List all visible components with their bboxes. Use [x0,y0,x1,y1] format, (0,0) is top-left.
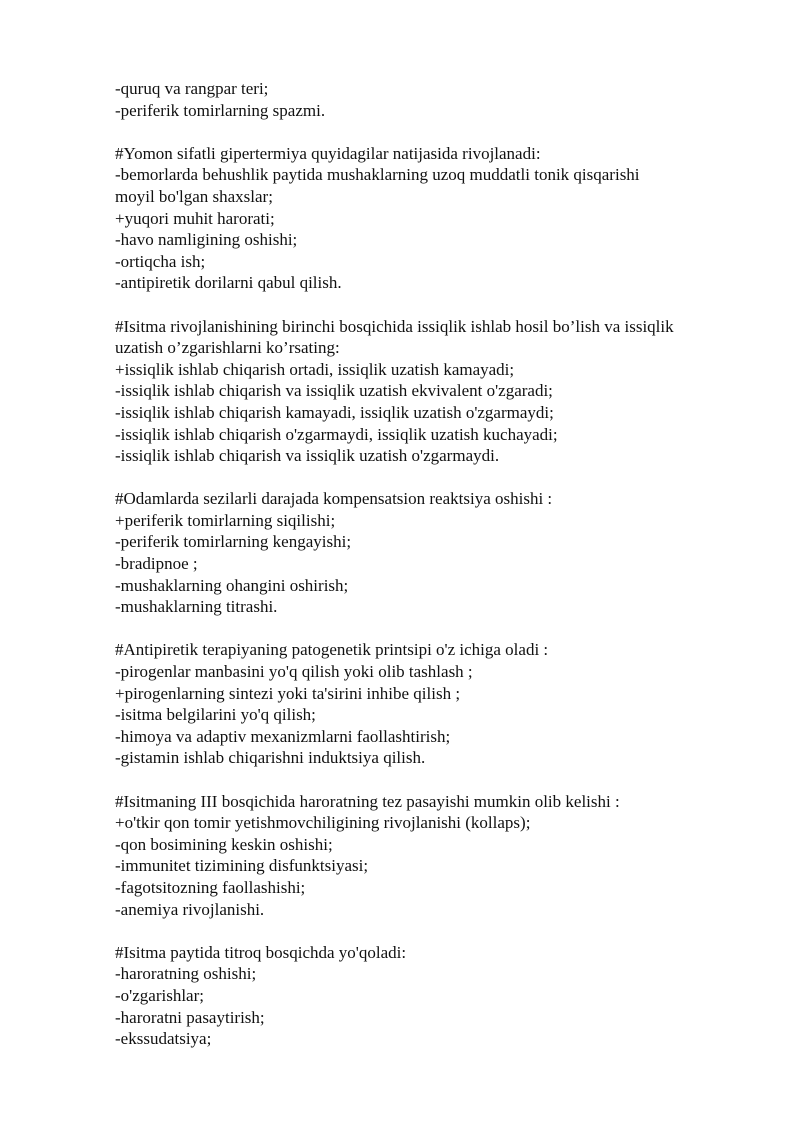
question-text: #Isitmaning III bosqichida haroratning tez pasayishi mumkin olib kelishi : [115,791,620,811]
question-block [115,639,745,769]
question-block [115,143,745,294]
answer-option: -issiqlik ishlab chiqarish va issiqlik uzatish o'zgarmaydi. [115,446,500,466]
answer-option: -haroratni pasaytirish; [115,1007,265,1027]
question-text: #Yomon sifatli gipertermiya quyidagilar natijasida rivojlanadi: [115,143,541,163]
paragraph-gap [115,121,745,143]
paragraph-gap [115,467,745,489]
answer-option: +issiqlik ishlab chiqarish ortadi, issiqlik uzatish kamayadi; [115,359,515,379]
answer-option: -isitma belgilarini yo'q qilish; [115,705,316,725]
question-block [115,488,745,618]
answer-option: -bradipnoe ; [115,554,198,574]
answer-option: -o'zgarishlar; [115,985,204,1005]
paragraph-gap [115,618,745,640]
answer-option: -antipiretik dorilarni qabul qilish. [115,273,342,293]
answer-option: -issiqlik ishlab chiqarish o'zgarmaydi, issiqlik uzatish kuchayadi; [115,424,558,444]
answer-option: +pirogenlarning sintezi yoki ta'sirini inhibe qilish ; [115,683,461,703]
answer-option: -mushaklarning ohangini oshirish; [115,575,349,595]
document-page [115,78,745,1050]
answer-option: -issiqlik ishlab chiqarish va issiqlik uzatish ekvivalent o'zgaradi; [115,381,553,401]
answer-option: -mushaklarning titrashi. [115,597,278,617]
answer-option: +periferik tomirlarning siqilishi; [115,510,336,530]
answer-option: +yuqori muhit harorati; [115,208,275,228]
answer-option: -haroratning oshishi; [115,964,257,984]
question-block [115,316,745,467]
question-text-continued: uzatish o’zgarishlarni ko’rsating: [115,338,340,358]
paragraph-gap [115,294,745,316]
answer-option-continued: moyil bo'lgan shaxslar; [115,186,273,206]
question-block [115,942,745,1050]
paragraph-gap [115,769,745,791]
answer-option: -himoya va adaptiv mexanizmlarni faollashtirish; [115,726,451,746]
answer-option: -quruq va rangpar teri; [115,79,269,98]
answer-option: -periferik tomirlarning spazmi. [115,100,326,120]
answer-option: +o'tkir qon tomir yetishmovchiligining rivojlanishi (kollaps); [115,813,531,833]
answer-option: -immunitet tizimining disfunktsiyasi; [115,856,369,876]
answer-option: -havo namligining oshishi; [115,230,298,250]
answer-option: -periferik tomirlarning kengayishi; [115,532,352,552]
question-block [115,791,745,921]
answer-option: -qon bosimining keskin oshishi; [115,834,333,854]
answer-option: -ortiqcha ish; [115,251,206,271]
answer-option: -fagotsitozning faollashishi; [115,877,306,897]
question-text: #Odamlarda sezilarli darajada kompensatsion reaktsiya oshishi : [115,489,553,509]
question-text: #Antipiretik terapiyaning patogenetik printsipi o'z ichiga oladi : [115,640,549,660]
paragraph-gap [115,920,745,942]
answer-option: -pirogenlar manbasini yo'q qilish yoki olib tashlash ; [115,662,473,682]
answer-option: -issiqlik ishlab chiqarish kamayadi, issiqlik uzatish o'zgarmaydi; [115,402,554,422]
answer-option: -gistamin ishlab chiqarishni induktsiya qilish. [115,748,426,768]
answer-option: -ekssudatsiya; [115,1029,212,1049]
question-text: #Isitma rivojlanishining birinchi bosqichida issiqlik ishlab hosil bo’lish va issiqlik [115,316,674,336]
question-text: #Isitma paytida titroq bosqichda yo'qoladi: [115,942,407,962]
answer-option: -anemiya rivojlanishi. [115,899,265,919]
intro-block [115,78,745,121]
answer-option: -bemorlarda behushlik paytida mushaklarning uzoq muddatli tonik qisqarishi [115,165,640,185]
